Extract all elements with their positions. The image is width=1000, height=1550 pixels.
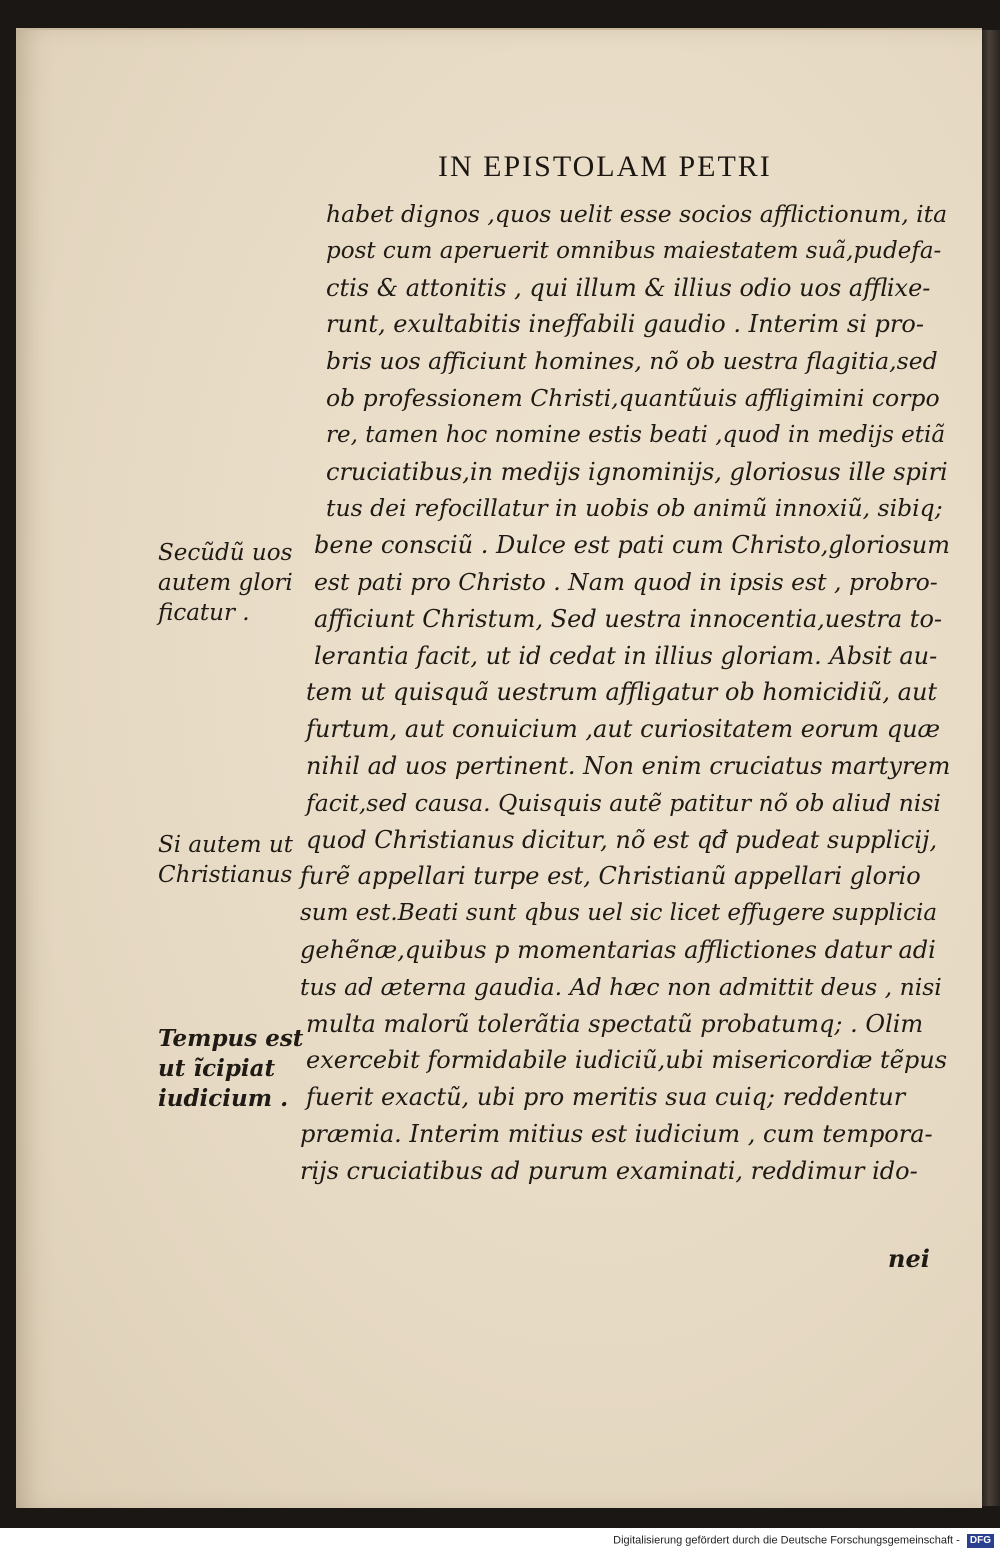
text-line: furtum, aut conuicium ,aut curiositatem eorum quæ xyxy=(306,715,941,744)
text-line: tem ut quisquã uestrum affligatur ob homicidiũ, aut xyxy=(306,678,938,707)
marginal-line: ut ĩcipiat xyxy=(158,1055,276,1082)
text-line: facit,sed causa. Quisquis autẽ patitur nõ ob aliud nisi xyxy=(306,788,941,817)
text-line: habet dignos ,quos uelit esse socios afflictionum, ita xyxy=(326,200,948,228)
page-fore-edge xyxy=(982,30,1000,1506)
marginal-line: ficatur . xyxy=(158,600,250,626)
body-text xyxy=(300,196,950,1190)
marginal-line: Tempus est xyxy=(158,1025,304,1052)
credit-text: Digitalisierung gefördert durch die Deutsche Forschungsgemeinschaft xyxy=(613,1534,954,1547)
text-line: multa malorũ tolerãtia spectatũ probatumq; . Olim xyxy=(306,1009,924,1038)
text-line: re, tamen hoc nomine estis beati ,quod in medijs etiã xyxy=(326,421,946,448)
text-line: lerantia facit, ut id cedat in illius gloriam. Absit au- xyxy=(314,641,938,670)
text-line: tus dei refocillatur in uobis ob animũ innoxiũ, sibiq; xyxy=(326,494,943,523)
marginal-line: autem glori xyxy=(158,570,293,596)
text-line: runt, exultabitis ineffabili gaudio . Interim si pro- xyxy=(326,310,924,339)
text-line: cruciatibus,in medijs ignominijs, gloriosus ille spiri xyxy=(326,457,948,486)
text-line: quod Christianus dicitur, nõ est qđ pudeat supplicij, xyxy=(306,825,938,854)
marginal-note xyxy=(158,1024,308,1114)
text-line: ob professionem Christi,quantũuis affligimini corpo xyxy=(326,383,940,412)
text-line: exercebit formidabile iudiciũ,ubi misericordiæ tẽpus xyxy=(306,1046,948,1075)
text-line: fuerit exactũ, ubi pro meritis sua cuiq; reddentur xyxy=(306,1083,906,1112)
marginal-line: iudicium . xyxy=(158,1085,289,1112)
running-head: IN EPISTOLAM PETRI xyxy=(438,150,772,183)
marginal-note xyxy=(158,830,308,890)
text-line: post cum aperuerit omnibus maiestatem suã,pudefa- xyxy=(326,237,942,264)
text-line: præmia. Interim mitius est iudicium , cum tempora- xyxy=(300,1119,933,1148)
text-line: sum est.Beati sunt qbus uel sic licet effugere supplicia xyxy=(300,900,938,927)
text-line: nihil ad uos pertinent. Non enim cruciatus martyrem xyxy=(306,751,951,780)
catchword: nei xyxy=(888,1244,930,1273)
text-line: est pati pro Christo . Nam quod in ipsis est , probro- xyxy=(314,567,938,596)
footer-credit: Digitalisierung gefördert durch die Deutsche Forschungsgemeinschaft - DFG xyxy=(0,1530,1000,1548)
marginal-line: Secũdũ uos xyxy=(158,540,293,566)
text-line: bris uos afficiunt homines, nõ ob uestra flagitia,sed xyxy=(326,347,938,376)
text-line: tus ad æterna gaudia. Ad hæc non admittit deus , nisi xyxy=(300,972,942,1001)
marginal-line: Si autem ut xyxy=(158,832,293,858)
text-line: bene consciũ . Dulce est pati cum Christo,gloriosum xyxy=(314,531,950,560)
text-line: rijs cruciatibus ad purum examinati, reddimur ido- xyxy=(300,1156,918,1185)
dfg-logo-icon: DFG xyxy=(967,1534,994,1548)
text-line: gehẽnæ,quibus p momentarias afflictiones datur adi xyxy=(300,935,936,964)
text-line: ctis & attonitis , qui illum & illius odio uos afflixe- xyxy=(326,273,931,302)
marginal-note xyxy=(158,538,308,628)
text-line: furẽ appellari turpe est, Christianũ appellari glorio xyxy=(300,862,921,891)
marginal-line: Christianus xyxy=(158,862,293,888)
text-line: afficiunt Christum, Sed uestra innocentia,uestra to- xyxy=(314,604,942,633)
